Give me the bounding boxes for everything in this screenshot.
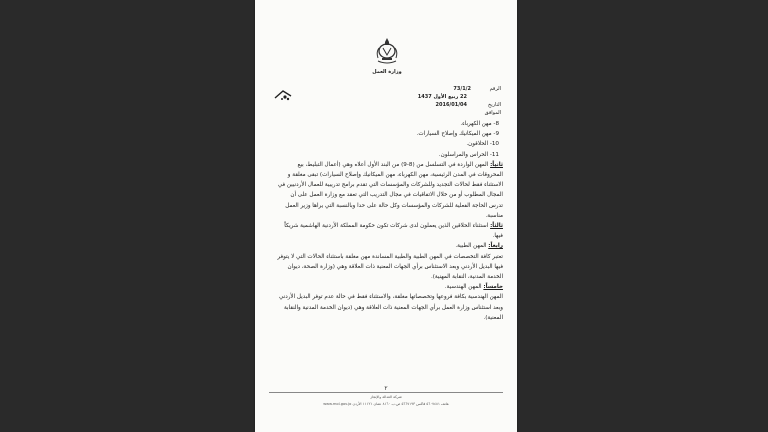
list-item: 9- مهن الميكانيك وإصلاح السيارات. (416, 131, 499, 138)
clause-text: تعتبر كافة التخصصات في المهن الطبية والطبية المساندة مهن مغلقة باستثناء الحالات التي لا يتوفر فيها البديل الأردني وبعد الاستئناس برأي الجهات المعنية ذات العلاقة وهي (وزارة الصحة، ديوان الخدمة المدنية، النقابة المهنية). (277, 253, 503, 281)
footer-text: شركة العدالة والإنجاز (370, 395, 402, 399)
clause-heading: خامساً: (483, 284, 503, 291)
footer-divider (269, 392, 503, 393)
clause-text: المهن الطبية. (455, 243, 487, 250)
clause-text: المهن الهندسية. (444, 284, 482, 291)
page-number: ٢ (384, 385, 388, 392)
ref-label: الرقم (489, 86, 501, 92)
clause-heading: ثالثاً: (490, 223, 503, 230)
paragraph-second (277, 160, 503, 221)
clause-text: استثناء الحلاقين الذين يعملون لدى شركات تكون حكومة المملكة الأردنية الهاشمية شريكاً فيها. (284, 223, 503, 240)
paragraph-fourth (277, 241, 503, 251)
list-item: 10- الحلاقون. (466, 141, 499, 148)
paragraph-fifth (277, 282, 503, 292)
document-body (277, 119, 503, 323)
date-value: 2016/01/04 (435, 102, 467, 108)
hijri-date: 22 ربيع الأول 1437 (417, 94, 467, 100)
reference-block (411, 85, 501, 117)
document-page (255, 0, 517, 432)
clause-heading: رابعاً: (488, 243, 503, 250)
clause-heading: ثانياً: (490, 161, 503, 168)
occupation-list (277, 119, 503, 160)
coat-of-arms-icon (374, 36, 400, 66)
ref-label (473, 93, 501, 101)
clause-text: المهن الواردة في التسلسل من (8-9) من البند الأول أعلاه وهي (أعمال التبليط، بيع المحروقات في المدن الرئيسية، مهن الكهرباء، مهن الميكانيك وإصلاح السيارات) تبقى مغلقة و الاستثناء فقط لحالات التجديد وللشركات والمؤسسات التي تقدم برامج تدريبية للعمال الأردنيين في المجال المطلوب أو من خلال الاتفاقيات في مجال التدريب التي تعقد مع وزارة العمل على أن تدرس الحاجة الفعلية للشركات والمؤسسات وكل حالة على حدا وبالنسبة التي يراها وزير العمل مناسبة. (277, 161, 503, 219)
stamp-mark-icon (273, 88, 293, 102)
clause-text: المهن الهندسية بكافة فروعها وتخصصاتها مغلقة، والاستثناء فقط في حالة عدم توفر البديل الأردني وبعد استئناس وزارة العمل برأي الجهات المعنية ذات العلاقة وهي (ديوان الخدمة المدنية والنقابة المعنية). (278, 294, 503, 321)
list-item: 8- مهن الكهرباء. (460, 121, 499, 127)
ref-value: 73/1/2 (453, 86, 471, 92)
ref-label: التاريخ (488, 102, 501, 108)
ref-label: الموافق (484, 110, 501, 116)
list-item: 11- الحراس والمراسلون. (438, 151, 499, 158)
paragraph-third (277, 221, 503, 241)
ministry-name: وزارة العمل (372, 69, 402, 75)
footer-contact: هاتف ٥٦٠٧٤٨١ فاكس ٥٦٦٧١٩٣ ص.ب ٨١٦٠ عمان ١١١٢١ الأردن www.mol.gov.jo (323, 402, 449, 406)
